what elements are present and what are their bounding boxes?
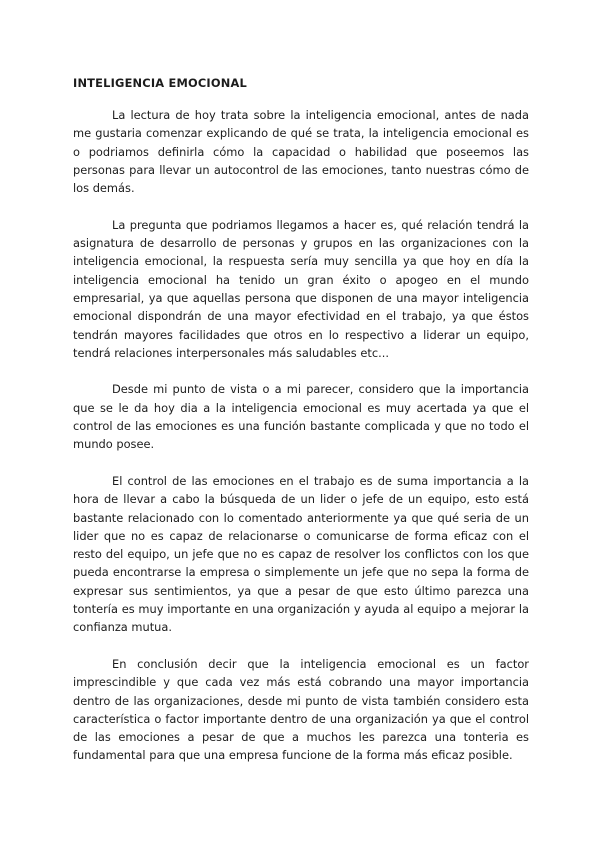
paragraph-work-control: El control de las emociones en el trabajo es de suma importancia a la hora de llevar a cabo la búsqueda de un lider o jefe de un equipo, esto está bastante relacionado con lo comentado anteriormente ya que qué seria de un lider que no es capaz de relacionarse o comunicarse de forma eficaz con el resto del equipo, un jefe que no es capaz de resolver los conflictos con los que pueda encontrarse la empresa o simplemente un jefe que no sepa la forma de expresar sus sentimientos, ya que a pesar de que esto último parezca una tontería es muy importante en una organización y ayuda al equipo a mejorar la confianza mutua. [73, 473, 529, 635]
paragraph-intro: La lectura de hoy trata sobre la inteligencia emocional, antes de nada me gustaria comenzar explicando de qué se trata, la inteligencia emocional es o podriamos definirla cómo la capacidad o habilidad que poseemos las personas para llevar un autocontrol de las emociones, tanto nuestras cómo de los demás. [73, 108, 529, 196]
paragraph-question: La pregunta que podriamos llegamos a hacer es, qué relación tendrá la asignatura de desarrollo de personas y grupos en las organizaciones con la inteligencia emocional, la respuesta sería muy sencilla ya que hoy en día la inteligencia emocional ha tenido un gran éxito o apogeo en el mundo empresarial, ya que aquellas persona que disponen de una mayor inteligencia emocional dispondrán de una mayor efectividad en el trabajo, ya que éstos tendrán mayores facilidades que otros en lo respectivo a liderar un equipo, tendrá relaciones interpersonales más saludables etc... [73, 217, 529, 360]
document-title: INTELIGENCIA EMOCIONAL [73, 76, 247, 90]
paragraph-opinion: Desde mi punto de vista o a mi parecer, considero que la importancia que se le da hoy dia a la inteligencia emocional es muy acertada ya que el control de las emociones es una función bastante complicada y que no todo el mundo posee. [73, 382, 529, 452]
paragraph-conclusion: En conclusión decir que la inteligencia emocional es un factor imprescindible y que cada vez más está cobrando una mayor importancia dentro de las organizaciones, desde mi punto de vista también considero esta característica o factor importante dentro de una organización ya que el control de las emociones a pesar de que a muchos les parezca una tonteria es fundamental para que una empresa funcione de la forma más eficaz posible. [73, 656, 529, 763]
document-body [73, 74, 529, 783]
